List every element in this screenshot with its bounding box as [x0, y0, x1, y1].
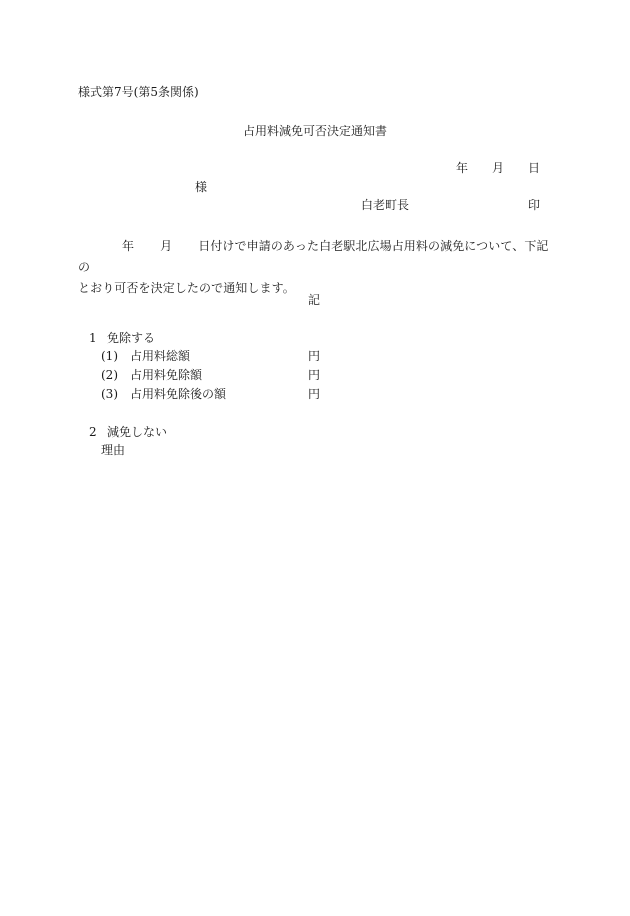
document-title: 占用料減免可否決定通知書 [243, 124, 388, 138]
body-text-line2: とおり可否を決定したので通知します。 [78, 281, 295, 295]
item-number: (3) [101, 387, 118, 401]
item-number: (2) [101, 368, 118, 382]
item-unit: 円 [308, 368, 321, 382]
issuer-name: 白老町長 [361, 198, 410, 212]
item-label: 占用料免除後の額 [130, 387, 227, 401]
section1-number: 1 [89, 331, 97, 345]
date-day: 日 [528, 161, 541, 175]
body-text-line1: 日付けで申請のあった白老駅北広場占用料の減免について、下記の [78, 239, 549, 274]
item-label: 占用料免除額 [130, 368, 203, 382]
body-paragraph [78, 236, 552, 299]
item-unit: 円 [308, 349, 321, 363]
reason-label: 理由 [101, 443, 126, 457]
seal-mark: 印 [528, 198, 541, 212]
addressee-suffix: 様 [195, 180, 208, 194]
date-month: 月 [492, 161, 505, 175]
item-unit: 円 [308, 387, 321, 401]
body-month: 月 [160, 239, 173, 253]
section2-number: 2 [89, 425, 97, 439]
date-year: 年 [456, 161, 469, 175]
body-year: 年 [122, 239, 135, 253]
section1-label: 免除する [107, 331, 156, 345]
item-number: (1) [101, 349, 118, 363]
item-label: 占用料総額 [130, 349, 191, 363]
section2-label: 減免しない [107, 425, 168, 439]
form-label: 様式第7号(第5条関係) [78, 85, 199, 99]
ki-heading: 記 [308, 293, 321, 307]
